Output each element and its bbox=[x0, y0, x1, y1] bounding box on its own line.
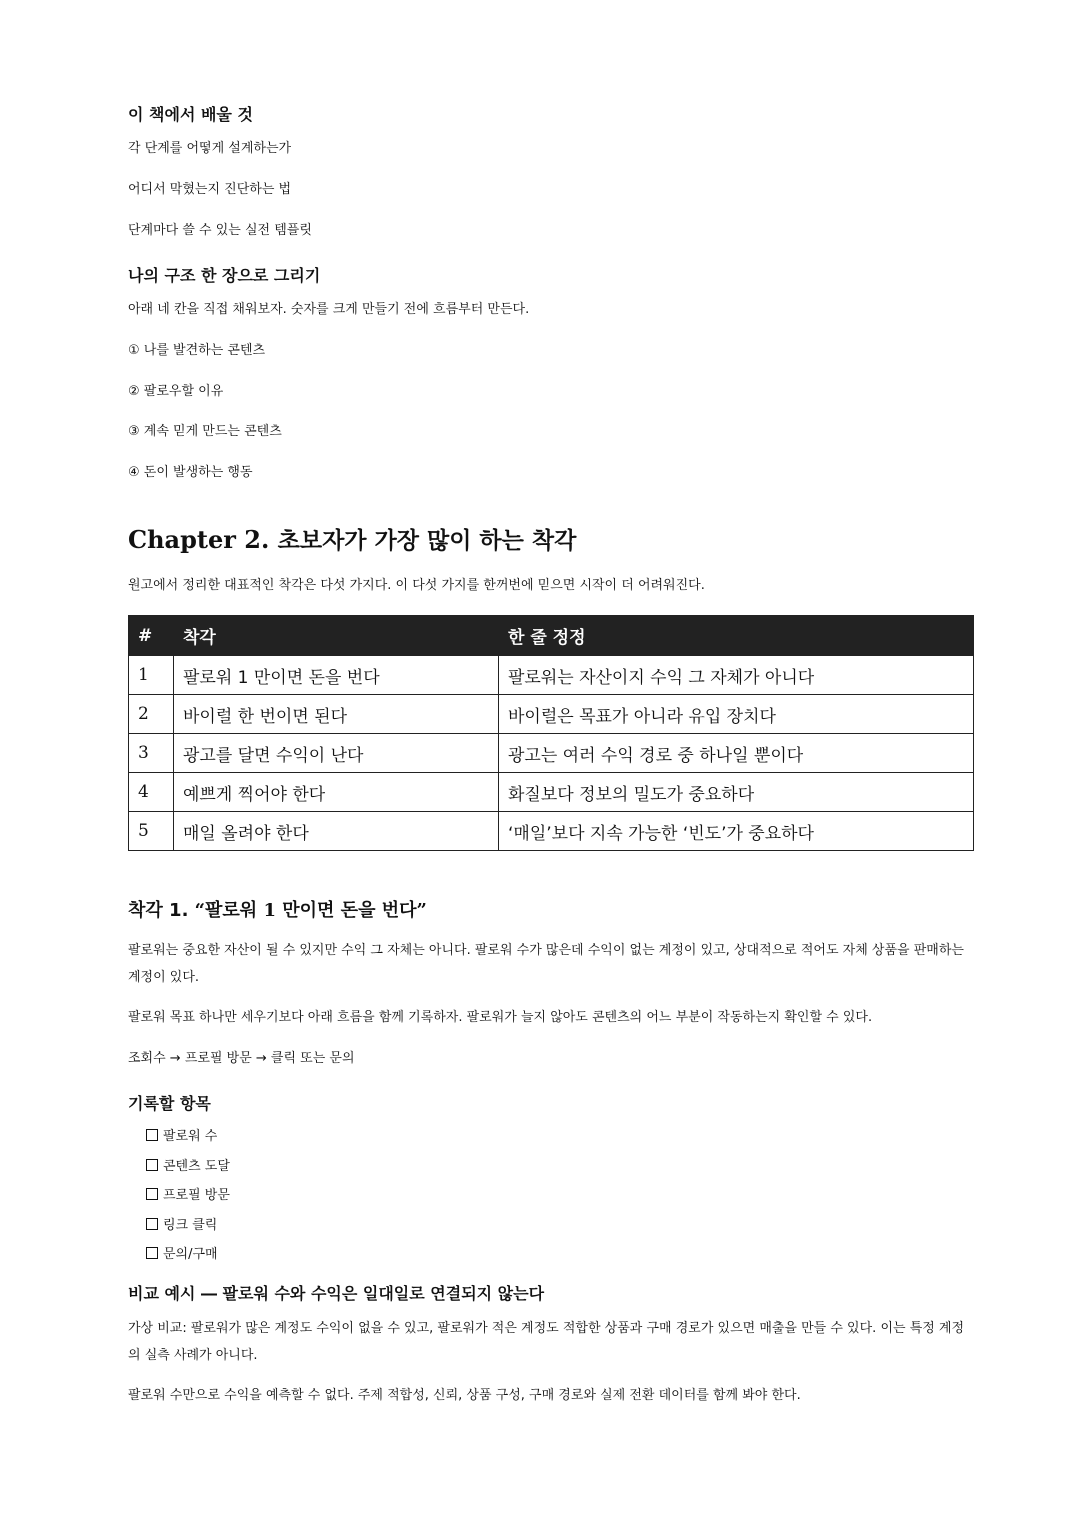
table-row bbox=[129, 734, 974, 773]
structure-item: ② 팔로우할 이유 bbox=[128, 384, 224, 399]
table-row bbox=[129, 812, 974, 851]
table-row bbox=[129, 656, 974, 695]
record-heading: 기록할 항목 bbox=[128, 1094, 211, 1113]
checkbox-icon[interactable] bbox=[146, 1129, 158, 1141]
structure-item: ④ 돈이 발생하는 행동 bbox=[128, 465, 253, 480]
structure-item: ① 나를 발견하는 콘텐츠 bbox=[128, 343, 266, 358]
chapter-title-korean: 초보자가 가장 많이 하는 착각 bbox=[277, 528, 577, 554]
checklist-item bbox=[146, 1122, 230, 1152]
table-cell-number: 4 bbox=[129, 773, 174, 812]
chapter-title bbox=[128, 524, 576, 557]
checklist-item bbox=[146, 1181, 230, 1211]
learn-item: 어디서 막혔는지 진단하는 법 bbox=[128, 182, 292, 197]
checklist-item-label: 문의/구매 bbox=[163, 1247, 218, 1262]
table-cell-number: 1 bbox=[129, 656, 174, 695]
table-cell-number: 5 bbox=[129, 812, 174, 851]
checklist-item-label: 콘텐츠 도달 bbox=[163, 1158, 230, 1174]
mistake1-paragraph: 팔로워 목표 하나만 세우기보다 아래 흐름을 함께 기록하자. 팔로워가 늘지 않아도 콘텐츠의 어느 부분이 작동하는지 확인할 수 있다. bbox=[128, 1010, 873, 1025]
table-row bbox=[129, 695, 974, 734]
chapter-intro: 원고에서 정리한 대표적인 착각은 다섯 가지다. 이 다섯 가지를 한꺼번에 믿으면 시작이 더 어려워진다. bbox=[128, 578, 705, 593]
compare-heading: 비교 예시 ― 팔로워 수와 수익은 일대일로 연결되지 않는다 bbox=[128, 1284, 545, 1303]
compare-paragraph: 팔로워 수만으로 수익을 예측할 수 없다. 주제 적합성, 신뢰, 상품 구성, 구매 경로와 실제 전환 데이터를 함께 봐야 한다. bbox=[128, 1388, 801, 1403]
learn-heading: 이 책에서 배울 것 bbox=[128, 105, 253, 124]
checklist-item bbox=[146, 1240, 230, 1270]
checkbox-icon[interactable] bbox=[146, 1188, 158, 1200]
table-header-cell: # bbox=[129, 616, 174, 656]
checkbox-icon[interactable] bbox=[146, 1247, 158, 1259]
checklist-item-label: 링크 클릭 bbox=[163, 1217, 218, 1233]
table-cell-mistake: 팔로워 1 만이면 돈을 번다 bbox=[174, 656, 499, 695]
record-checklist bbox=[146, 1122, 230, 1270]
table-cell-correction: 화질보다 정보의 밀도가 중요하다 bbox=[499, 773, 974, 812]
structure-heading: 나의 구조 한 장으로 그리기 bbox=[128, 266, 321, 285]
table-cell-mistake: 예쁘게 찍어야 한다 bbox=[174, 773, 499, 812]
structure-intro: 아래 네 칸을 직접 채워보자. 숫자를 크게 만들기 전에 흐름부터 만든다. bbox=[128, 302, 530, 317]
table-cell-mistake: 매일 올려야 한다 bbox=[174, 812, 499, 851]
mistakes-table bbox=[128, 615, 974, 851]
mistake1-heading bbox=[128, 899, 427, 923]
table-row bbox=[129, 773, 974, 812]
checklist-item bbox=[146, 1152, 230, 1182]
chapter-title-latin: Chapter 2. bbox=[128, 525, 270, 554]
structure-item: ③ 계속 믿게 만드는 콘텐츠 bbox=[128, 424, 282, 439]
table-header-cell: 착각 bbox=[174, 616, 499, 656]
table-cell-correction: ‘매일’보다 지속 가능한 ‘빈도’가 중요하다 bbox=[499, 812, 974, 851]
table-cell-mistake: 광고를 달면 수익이 난다 bbox=[174, 734, 499, 773]
table-cell-number: 2 bbox=[129, 695, 174, 734]
table-cell-correction: 광고는 여러 수익 경로 중 하나일 뿐이다 bbox=[499, 734, 974, 773]
learn-item: 단계마다 쓸 수 있는 실전 템플릿 bbox=[128, 223, 312, 238]
checklist-item bbox=[146, 1211, 230, 1241]
table-cell-correction: 바이럴은 목표가 아니라 유입 장치다 bbox=[499, 695, 974, 734]
table-header-cell: 한 줄 정정 bbox=[499, 616, 974, 656]
mistake1-heading-prefix: 착각 1. bbox=[128, 900, 195, 921]
flow-line: 조회수 → 프로필 방문 → 클릭 또는 문의 bbox=[128, 1051, 355, 1066]
checklist-item-label: 팔로워 수 bbox=[163, 1129, 218, 1144]
checkbox-icon[interactable] bbox=[146, 1159, 158, 1171]
table-header-row bbox=[129, 616, 974, 656]
mistake1-heading-quote: “팔로워 1 만이면 돈을 번다” bbox=[194, 900, 427, 921]
learn-item: 각 단계를 어떻게 설계하는가 bbox=[128, 141, 292, 156]
table-cell-correction: 팔로워는 자산이지 수익 그 자체가 아니다 bbox=[499, 656, 974, 695]
compare-paragraph: 가상 비교: 팔로워가 많은 계정도 수익이 없을 수 있고, 팔로워가 적은 계정도 적합한 상품과 구매 경로가 있으면 매출을 만들 수 있다. 이는 특정 계정의 실측 사례가 아니다. bbox=[128, 1321, 965, 1363]
checkbox-icon[interactable] bbox=[146, 1218, 158, 1230]
checklist-item-label: 프로필 방문 bbox=[163, 1188, 230, 1203]
table-cell-number: 3 bbox=[129, 734, 174, 773]
table-cell-mistake: 바이럴 한 번이면 된다 bbox=[174, 695, 499, 734]
mistake1-paragraph: 팔로워는 중요한 자산이 될 수 있지만 수익 그 자체는 아니다. 팔로워 수가 많은데 수익이 없는 계정이 있고, 상대적으로 적어도 자체 상품을 판매하는 계정이 있다. bbox=[128, 943, 964, 985]
